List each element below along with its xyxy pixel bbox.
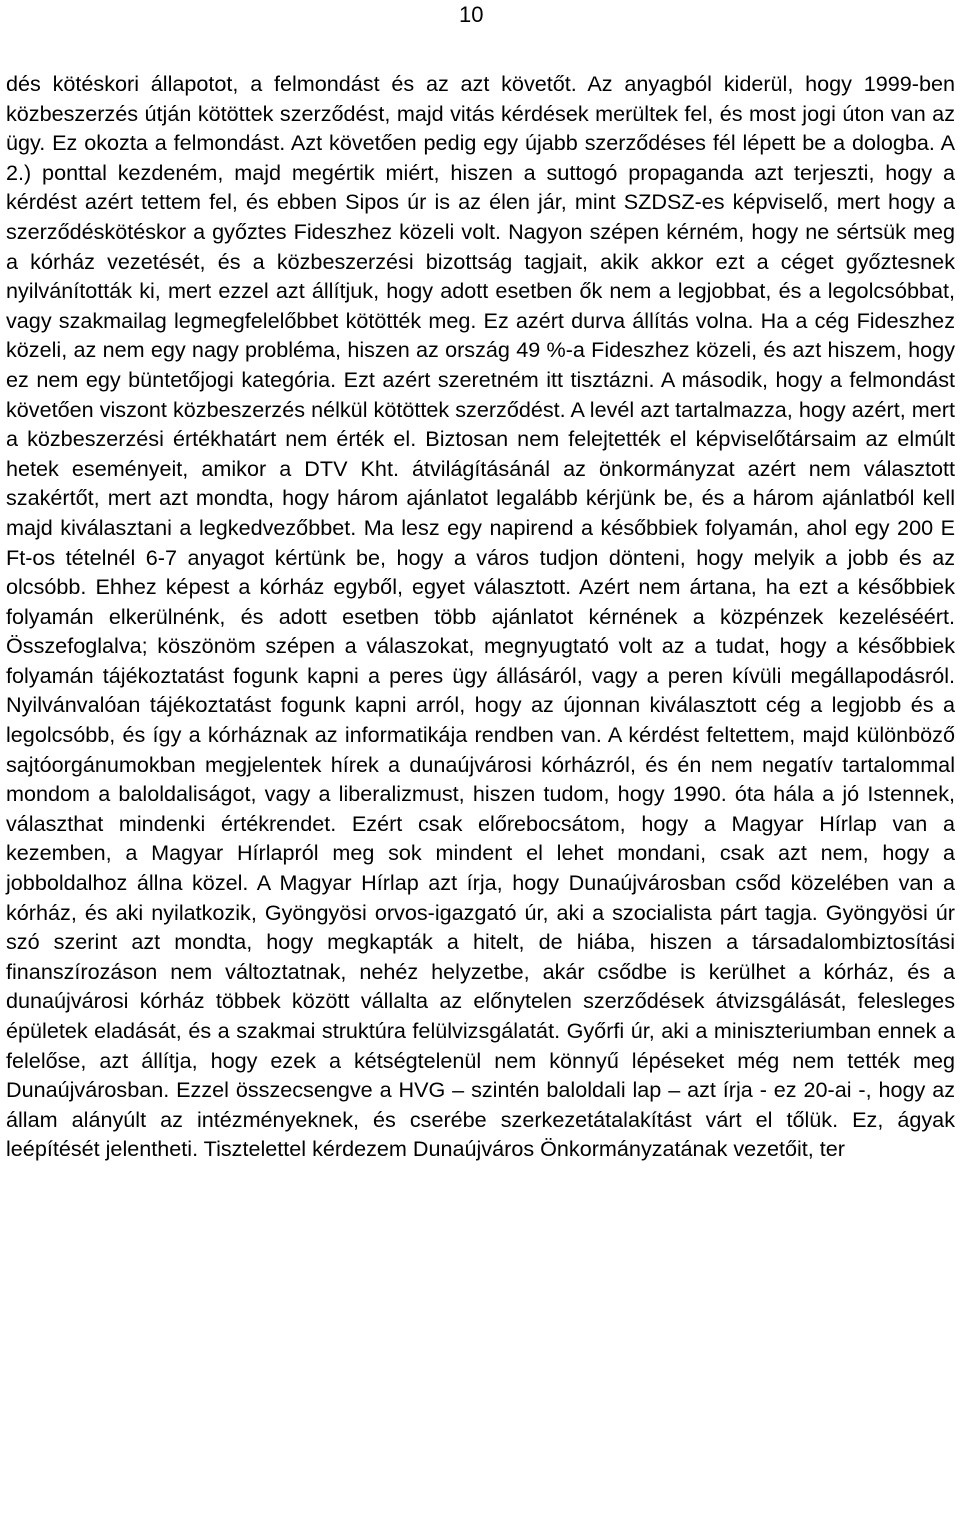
- body-paragraph: dés kötéskori állapotot, a felmondást és az azt követőt. Az anyagból kiderül, hogy 1999-ben közbeszerzés útján kötöttek szerződést, majd vitás kérdések merültek fel, és most jogi úton van az ügy. Ez okozta a felmondást. Azt követően pedig egy újabb szerződéses fél lépett be a dologba. A 2.) ponttal kezdeném, majd megértik miért, hiszen a suttogó propaganda azt terjeszti, hogy a kérdést azért tettem fel, és ebben Sipos úr is az élen jár, mint SZDSZ-es képviselő, mert hogy a szerződéskötéskor a győztes Fideszhez közeli volt. Nagyon szépen kérném, hogy ne sértsük meg a kórház vezetését, és a közbeszerzési bizottság tagjait, akik akkor ezt a céget győztesnek nyilvánították ki, mert ezzel azt állítjuk, hogy adott esetben ők nem a legjobbat, és a legolcsóbbat, vagy szakmailag legmegfelelőbbet kötötték meg. Ez azért durva állítás volna. Ha a cég Fideszhez közeli, az nem egy nagy probléma, hiszen az ország 49 %-a Fideszhez közeli, és azt hiszem, hogy ez nem egy büntetőjogi kategória. Ezt azért szeretném itt tisztázni. A második, hogy a felmondást követően viszont közbeszerzés nélkül kötöttek szerződést. A levél azt tartalmazza, hogy azért, mert a közbeszerzési értékhatárt nem érték el. Biztosan nem felejtették el képviselőtársaim az elmúlt hetek eseményeit, amikor a DTV Kht. átvilágításánál az önkormányzat azért nem választott szakértőt, mert azt mondta, hogy három ajánlatot legalább kérjünk be, és a három ajánlatból kell majd kiválasztani a legkedvezőbbet. Ma lesz egy napirend a későbbiek folyamán, ahol egy 200 E Ft-os tételnél 6-7 anyagot kértünk be, hogy a város tudjon dönteni, hogy melyik a jobb és az olcsóbb. Ehhez képest a kórház egyből, egyet választott. Azért nem ártana, ha ezt a későbbiek folyamán elkerülnénk, és adott esetben több ajánlatot kérnének a közpénzek kezeléséért. Összefoglalva; köszönöm szépen a válaszokat, megnyugtató volt az a tudat, hogy a későbbiek folyamán tájékoztatást fogunk kapni a peres ügy állásáról, vagy a peren kívüli megállapodásról. Nyilvánvalóan tájékoztatást fogunk kapni arról, hogy az újonnan kiválasztott cég a legjobb és a legolcsóbb, és így a kórháznak az informatikája rendben van. A kérdést feltettem, majd különböző sajtóorgánumokban megjelentek hírek a dunaújvárosi kórházról, és én nem negatív tartalommal mondom a baloldaliságot, vagy a liberalizmust, hiszen tudom, hogy 1990. óta hála a jó Istennek, választhat mindenki értékrendet. Ezért csak előrebocsátom, hogy a Magyar Hírlap van a kezemben, a Magyar Hírlapról meg sok mindent el lehet mondani, csak azt nem, hogy a jobboldalhoz állna közel. A Magyar Hírlap azt írja, hogy Dunaújvárosban csőd közelében van a kórház, és aki nyilatkozik, Gyöngyösi orvos-igazgató úr, aki a szocialista párt tagja. Gyöngyösi úr szó szerint azt mondta, hogy megkapták a hitelt, de hiába, hiszen a társadalombiztosítási finanszírozáson nem változtatnak, nehéz helyzetbe, akár csődbe is kerülhet a kórház, és a dunaújvárosi kórház többek között vállalta az előnytelen szerződések átvizsgálását, felesleges épületek eladását, és a szakmai struktúra felülvizsgálatát. Győrfi úr, aki a miniszteriumban ennek a felelőse, azt állítja, hogy ezek a kétségtelenül nem könnyű lépéseket még nem tették meg Dunaújvárosban. Ezzel összecsengve a HVG – szintén baloldali lap – azt írja - ez 20-ai -, hogy az állam alányúlt az intézményeknek, és cserébe szerkezetátalakítást várt el tőlük. Ez, ágyak leépítését jelentheti. Tisztelettel kérdezem Dunaújváros Önkormányzatának vezetőit, ter: [6, 71, 955, 1162]
- page-number: 10: [459, 2, 484, 27]
